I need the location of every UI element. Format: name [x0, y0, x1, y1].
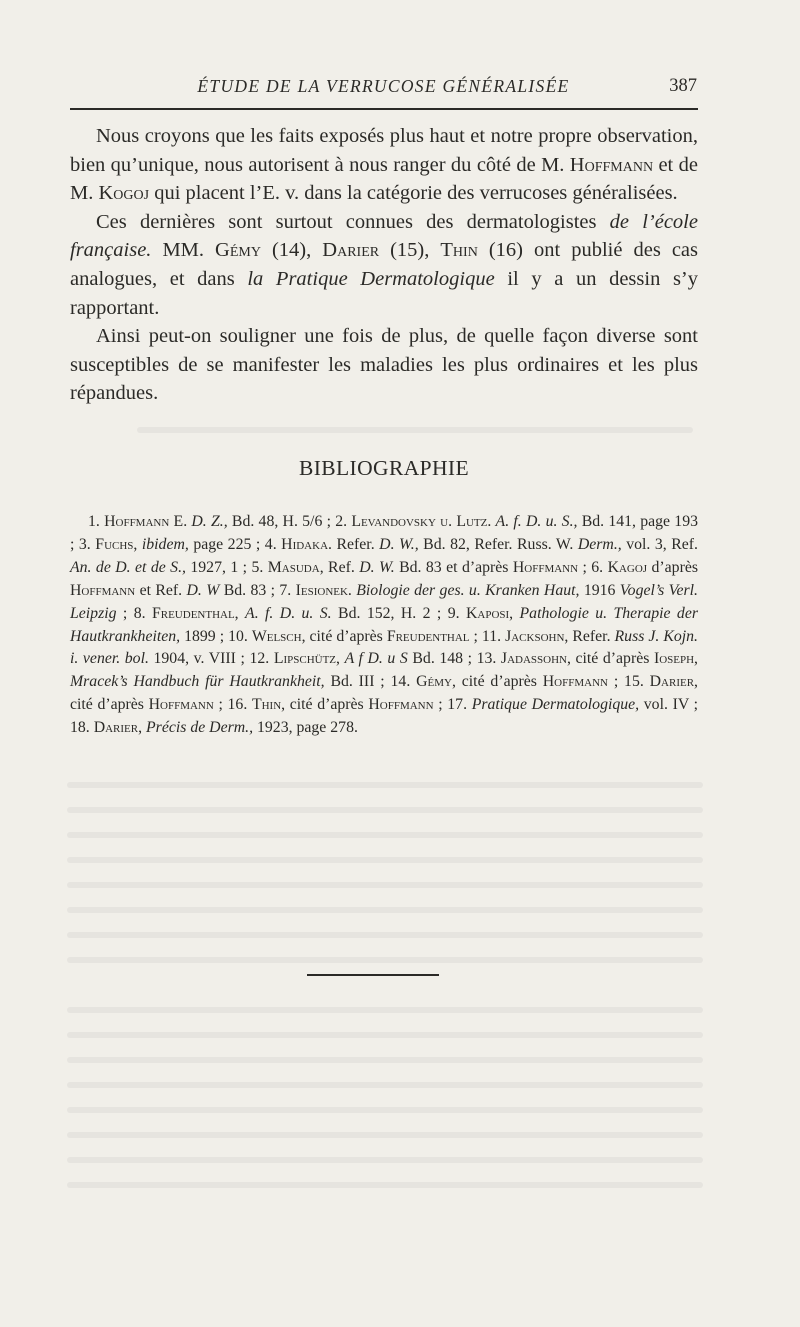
reference-text: Ref. — [323, 558, 360, 576]
reference-title: ibidem, — [141, 535, 189, 553]
reference-author: Jacksohn, — [505, 627, 569, 645]
reference-text: 1916 — [579, 581, 620, 599]
reference-title: A f D. u S — [344, 650, 408, 668]
body-text — [70, 122, 698, 408]
reference-author: Darier, — [93, 719, 143, 737]
reference-title: Précis de Derm., — [146, 719, 254, 737]
reference-author: Ioseph, — [653, 650, 699, 668]
reference-author: Levandovsky u. Lutz. — [351, 513, 492, 530]
bibliography-heading: BIBLIOGRAPHIE — [298, 456, 470, 480]
reference-text: Refer. — [568, 627, 615, 645]
reference-author: Hoffmann — [104, 513, 170, 530]
reference-text: vol. 3, Ref. — [621, 535, 699, 553]
text-run: (16) ont publié des cas analogues, et dans — [70, 239, 698, 290]
reference-text: ; 11. — [469, 627, 506, 645]
reference-author: Hidaka. — [281, 535, 332, 553]
reference-author: Masuda, — [267, 558, 324, 576]
reference-text: Bd. 148 ; 13. — [407, 650, 501, 668]
reference-text: Refer. — [331, 535, 380, 553]
reference-title: Russ J. Kojn. i. vener. bol. — [70, 627, 698, 668]
reference-title: Mracek’s Handbuch für Hautkrankheit, — [70, 673, 325, 691]
text-run: (15), — [379, 239, 441, 262]
reference-title: D. W — [186, 581, 220, 599]
running-header — [70, 76, 697, 104]
reference-title: Pathologie u. Therapie der Hautkrankheiten, — [70, 604, 698, 645]
reference-text: Bd. 83 ; 7. — [219, 581, 296, 599]
reference-text: Bd. 82, Refer. Russ. W. — [418, 535, 578, 553]
italic-phrase: de l’école française. — [70, 210, 698, 262]
text-run: qui placent l’E. v. dans la catégorie des verrucoses généralisées. — [149, 182, 678, 205]
reference-author: Gémy, — [416, 673, 456, 691]
author-name: Thin — [440, 239, 478, 262]
reference-title: An. de D. et de S., — [70, 558, 186, 576]
reference-text: cité d’après — [455, 673, 543, 691]
text-run: Ces dernières sont surtout connues des dermatologistes — [96, 210, 610, 233]
reference-text: ; 15. — [607, 673, 650, 691]
reference-author: Hoffmann — [148, 696, 214, 714]
reference-text: 1927, 1 ; 5. — [185, 558, 268, 576]
reference-title: Pratique Dermatologique, — [471, 696, 640, 714]
reference-author: Kaposi, — [465, 604, 514, 622]
reference-title: Biologie der ges. u. Kranken Haut, — [356, 581, 580, 599]
text-run: (14), — [260, 239, 323, 262]
reference-title: D. Z., — [191, 513, 228, 530]
reference-text: ; 17. — [433, 696, 472, 714]
reference-text: E. — [169, 513, 192, 530]
reference-title: Derm., — [577, 535, 622, 553]
reference-title: A. f. D. u. S. — [245, 604, 332, 622]
reference-title: A. f. D. u. S., — [495, 513, 578, 530]
paragraph-2 — [70, 208, 698, 322]
reference-author: Hoffmann — [542, 673, 608, 691]
end-rule — [307, 974, 439, 976]
text-run: et de M. — [70, 153, 698, 205]
reference-text: Bd. 48, H. 5/6 ; 2. — [227, 513, 352, 530]
reference-author: Welsch, — [251, 627, 306, 645]
reference-text: cité d’après — [285, 696, 369, 714]
reference-title: D. W. — [359, 558, 395, 576]
reference-text: 1. — [88, 513, 105, 530]
author-name: Hoffmann — [569, 153, 654, 176]
text-run: MM. — [151, 239, 216, 262]
reference-text: vol. IV ; 18. — [70, 696, 699, 737]
reference-author: Jadassohn, — [500, 650, 571, 668]
reference-text: cité d’après — [305, 627, 387, 645]
reference-text: 1923, page 278. — [253, 719, 358, 737]
italic-phrase: la Pratique Dermatologique — [247, 267, 495, 290]
reference-text: cité d’après — [70, 696, 149, 714]
bibliography-list — [70, 511, 698, 740]
reference-text: ; 8. — [116, 604, 152, 622]
reference-text: page 225 ; 4. — [188, 535, 282, 553]
reference-title: Vogel’s Verl. Leipzig — [70, 581, 699, 622]
reference-author: Darier, — [649, 673, 698, 691]
paragraph-1 — [70, 122, 698, 208]
reference-text: et Ref. — [135, 581, 187, 599]
author-name: Gémy — [215, 239, 261, 262]
running-title: ÉTUDE DE LA VERRUCOSE GÉNÉRALISÉE — [197, 76, 570, 96]
header-rule — [70, 108, 698, 110]
reference-author: Fuchs, — [95, 535, 138, 553]
text-run: Nous croyons que les faits exposés plus haut et notre propre observation, bien qu’unique, nous autorisent à nous ranger du côté de M. — [70, 125, 698, 176]
author-name: Kogoj — [98, 182, 150, 205]
reference-text: Bd. 152, H. 2 ; 9. — [331, 604, 466, 622]
reference-author: Lipschütz, — [273, 650, 340, 668]
reference-text: cité d’après — [570, 650, 654, 668]
reference-author: Freudenthal — [386, 627, 470, 645]
text-run: il y a un dessin s’y rapportant. — [70, 267, 699, 319]
reference-text: 1899 ; 10. — [180, 627, 252, 645]
reference-author: Thin, — [251, 696, 286, 714]
paragraph-3 — [70, 322, 698, 408]
reference-text: Bd. 141, page 193 ; 3. — [70, 513, 698, 553]
reference-title: D. W., — [379, 535, 419, 553]
text-run: Ainsi peut-on souligner une fois de plus, de quelle façon diverse sont susceptibles de se manifester les maladies les plus ordinaires et les plus répandues. — [70, 325, 698, 405]
reference-author: Hoffmann — [70, 581, 136, 599]
reference-author: Freudenthal, — [151, 604, 239, 622]
reference-author: Kagoj — [607, 558, 648, 576]
reference-text: d’après — [647, 558, 699, 576]
page-number: 387 — [669, 76, 697, 96]
reference-author: Iesionek. — [295, 581, 352, 599]
author-name: Darier — [322, 239, 380, 262]
reference-text: ; 16. — [213, 696, 252, 714]
reference-text: ; 6. — [578, 558, 608, 576]
reference-author: Hoffmann — [368, 696, 434, 714]
reference-author: Hoffmann — [512, 558, 579, 576]
reference-text: Bd. III ; 14. — [324, 673, 417, 691]
reference-text: 1904, v. VIII ; 12. — [148, 650, 274, 668]
reference-text: Bd. 83 et d’après — [394, 558, 513, 576]
